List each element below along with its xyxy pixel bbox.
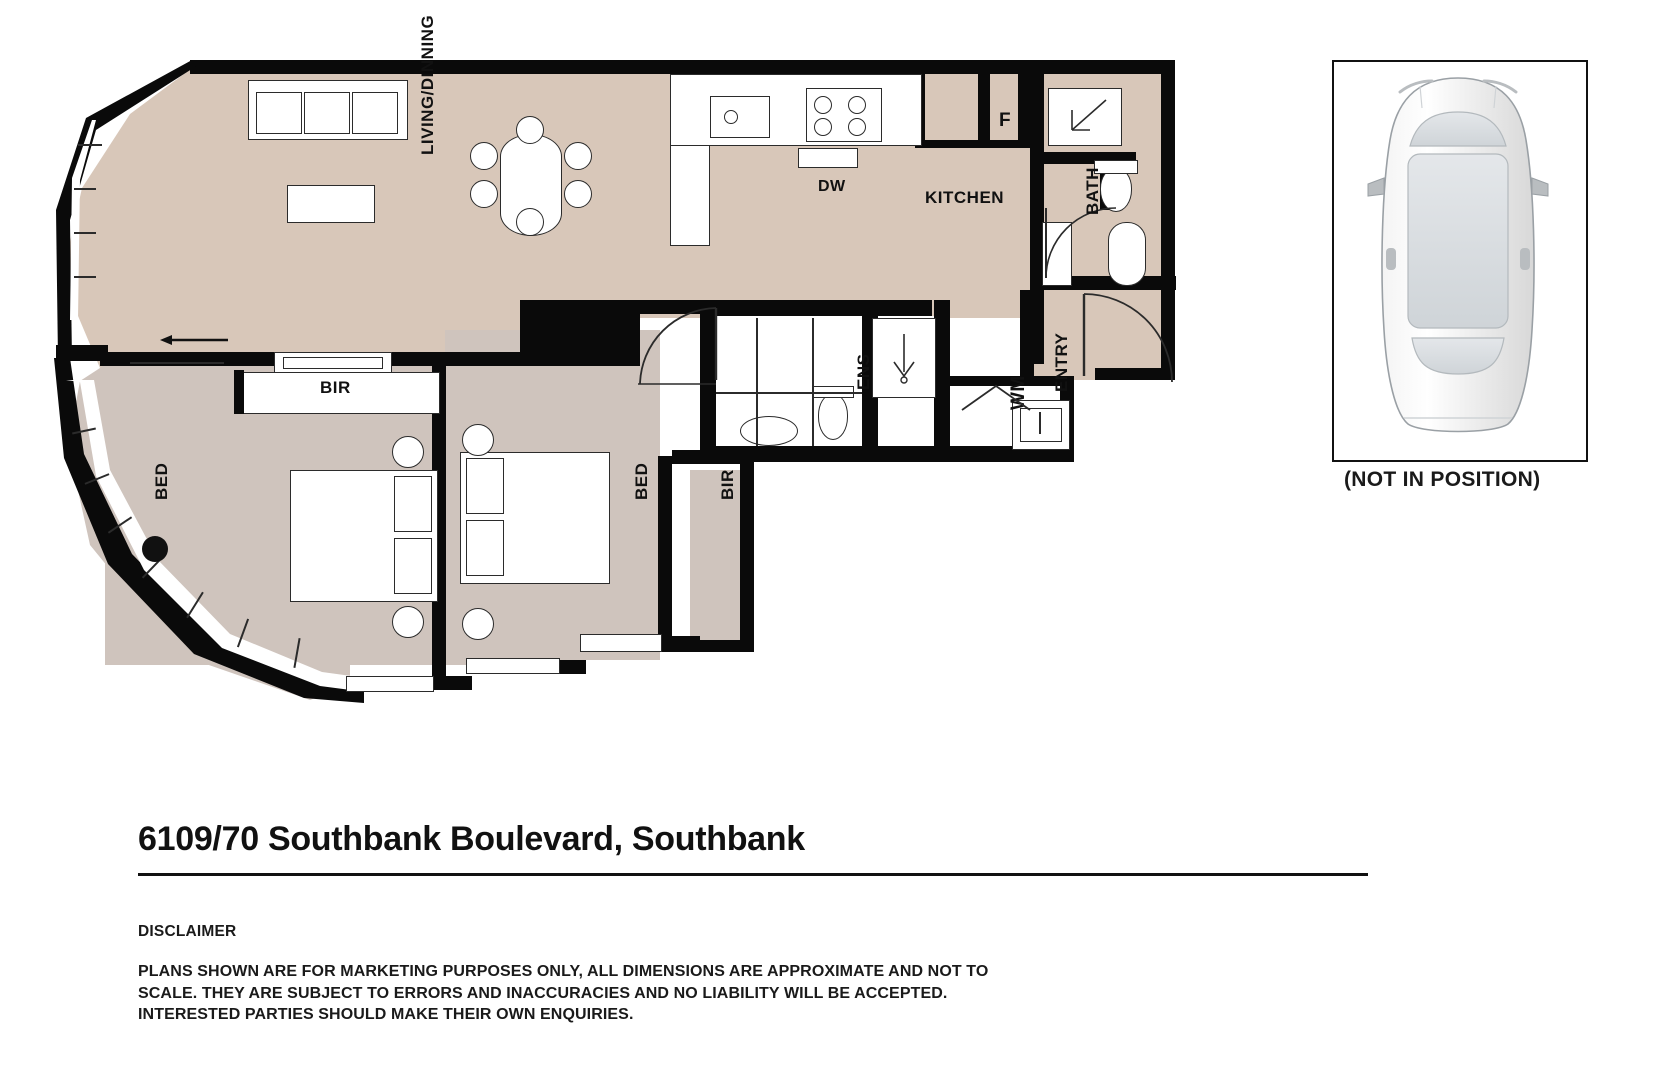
- dining-chair-2: [470, 180, 498, 208]
- ens-toilet-icon: [818, 394, 848, 440]
- window-mullion-1: [74, 188, 96, 190]
- label-bir-upper: BIR: [320, 378, 351, 397]
- disclaimer-body: PLANS SHOWN ARE FOR MARKETING PURPOSES ONLY, ALL DIMENSIONS ARE APPROXIMATE AND NOT TO SCALE. THEY ARE SUBJECT TO ERRORS AND INACCURACIES AND NO LIABILITY WILL BE ACCEPTED. INTERESTED PARTIES SHOULD MAKE THEIR OWN ENQUIRIES.: [138, 963, 989, 1024]
- window-bed-bottom-2: [466, 658, 560, 674]
- title-block: [138, 820, 1368, 1026]
- bed-second-pillow-1: [466, 458, 504, 514]
- window-bed-bottom-3: [580, 634, 662, 652]
- label-washing-machine: WM: [1008, 375, 1029, 410]
- page-title: 6109/70 Southbank Boulevard, Southbank: [138, 820, 805, 858]
- dishwasher-unit: [798, 148, 858, 168]
- sofa-cushion-1: [256, 92, 302, 134]
- dining-chair-6: [516, 208, 544, 236]
- sofa-cushion-3: [352, 92, 398, 134]
- laundry-door-icon: [960, 382, 1032, 412]
- car-top-view-icon: [1334, 62, 1582, 456]
- label-dishwasher: DW: [818, 178, 846, 195]
- bed-main-lamp-icon: [142, 536, 168, 562]
- kitchen-sink: [710, 96, 770, 138]
- bed-main-sidetable-2: [392, 606, 424, 638]
- ens-tile-line-3: [716, 392, 862, 394]
- label-kitchen: KITCHEN: [925, 188, 1005, 207]
- cooktop-burner-2: [848, 96, 866, 114]
- window-bed-bottom-1: [346, 676, 434, 692]
- label-bir-lower: BIR: [718, 469, 737, 500]
- cooktop-burner-1: [814, 96, 832, 114]
- dining-chair-3: [564, 142, 592, 170]
- bath-shower-head-icon: [1056, 94, 1114, 138]
- bed-second-sidetable-1: [462, 424, 494, 456]
- wall-entry-left: [1020, 290, 1034, 386]
- tv-console-inner: [283, 357, 383, 369]
- cooktop-burner-3: [814, 118, 832, 136]
- window-mullion-3: [74, 276, 96, 278]
- window-mullion-4: [78, 144, 102, 146]
- door-direction-arrow-icon: [160, 330, 230, 350]
- sofa-cushion-2: [304, 92, 350, 134]
- laundry-sink: [1020, 408, 1062, 442]
- ens-shower-head-icon: [884, 332, 924, 386]
- dining-chair-4: [564, 180, 592, 208]
- wall-bir-upper-left: [234, 370, 244, 414]
- dining-chair-5: [516, 116, 544, 144]
- ens-tile-line-1: [756, 318, 758, 446]
- title-divider: [138, 873, 1368, 876]
- label-ens: ENS: [854, 353, 873, 390]
- wall-bed2-top-fill: [520, 300, 640, 366]
- wall-bir-lower-right: [740, 450, 754, 650]
- carpark-caption: (NOT IN POSITION): [1344, 468, 1541, 491]
- bed-main-sidetable-1: [392, 436, 424, 468]
- label-fridge: F: [999, 110, 1012, 131]
- cooktop-burner-4: [848, 118, 866, 136]
- bath-door-swing-icon: [1044, 206, 1118, 280]
- window-mullion-2: [74, 232, 96, 234]
- entry-door-swing-icon: [1082, 292, 1174, 384]
- bed-main-pillow-2: [394, 538, 432, 594]
- bed-second-sidetable-2: [462, 608, 494, 640]
- ens-tile-line-2: [812, 318, 814, 446]
- wall-ens-bottom: [700, 446, 950, 462]
- carpark-inset: [1332, 60, 1588, 462]
- wall-kitchen-bottom-line: [915, 140, 1030, 148]
- label-bed-second: BED: [632, 462, 651, 500]
- wall-hall-top: [700, 300, 932, 316]
- wall-kitchen-divider: [978, 74, 990, 146]
- label-living-dining: LIVING/DINNING: [418, 14, 437, 155]
- hall-door-swing-icon: [636, 306, 718, 386]
- ens-basin-icon: [740, 416, 798, 446]
- coffee-table: [287, 185, 375, 223]
- label-bath: BATH: [1083, 167, 1102, 215]
- kitchen-sink-drain-icon: [724, 110, 738, 124]
- door-slide-track: [130, 362, 224, 364]
- disclaimer-heading: DISCLAIMER: [138, 923, 237, 940]
- wall-bir-lower-bottom: [672, 640, 754, 652]
- kitchen-bench-top: [670, 74, 922, 146]
- dining-chair-1: [470, 142, 498, 170]
- label-entry: ENTRY: [1052, 332, 1071, 392]
- bed-second-pillow-2: [466, 520, 504, 576]
- wall-bed2-right: [658, 456, 672, 646]
- wall-top: [190, 60, 1175, 74]
- bed-main-pillow-1: [394, 476, 432, 532]
- wall-pantry-right: [1018, 74, 1030, 146]
- laundry-tap-icon: [1039, 412, 1041, 434]
- label-bed-main: BED: [152, 462, 171, 500]
